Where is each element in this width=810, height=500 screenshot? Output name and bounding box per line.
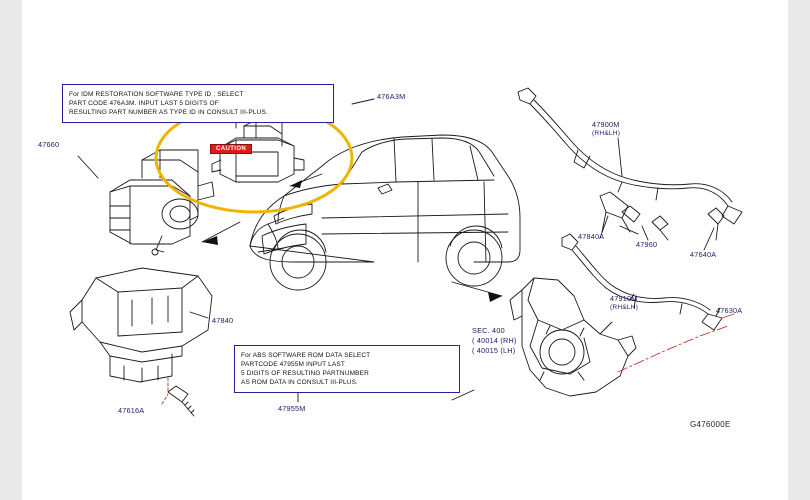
note-line: PART CODE 476A3M. INPUT LAST 5 DIGITS OF: [69, 100, 219, 107]
part-label-47616a: 47616A: [118, 406, 145, 415]
note-box-476a3m: [62, 84, 334, 123]
part-label-47660: 47660: [38, 140, 60, 149]
caution-tag: CAUTION: [210, 144, 252, 154]
section-variant-lh: ( 40015 (LH): [472, 346, 516, 355]
note-line: For ABS SOFTWARE ROM DATA SELECT: [241, 352, 371, 359]
part-label-47900m: 47900M: [592, 120, 620, 129]
note-line: PARTCODE 47955M INPUT LAST: [241, 361, 345, 368]
part-label-47840a: 47840A: [578, 232, 605, 241]
note-line: RESULTING PART NUMBER AS TYPE ID IN CONSULT III-PLUS.: [69, 109, 268, 116]
section-reference: SEC. 400: [472, 326, 505, 335]
left-letterbox: [0, 0, 22, 500]
diagram-artwork: [22, 0, 788, 500]
part-label-47910m-side: (RH&LH): [610, 304, 639, 311]
part-label-47955m: 47955M: [278, 404, 306, 413]
part-label-47900m-side: (RH&LH): [592, 130, 621, 137]
part-label-47910m: 47910M: [610, 294, 638, 303]
note-line: For IDM RESTORATION SOFTWARE TYPE ID ; SELECT: [69, 91, 244, 98]
part-label-47960: 47960: [636, 240, 658, 249]
part-label-476a3m: 476A3M: [377, 92, 406, 101]
part-label-47640a: 47640A: [690, 250, 717, 259]
diagram-canvas: [22, 0, 788, 500]
section-variant-rh: ( 40014 (RH): [472, 336, 517, 345]
figure-code: G476000E: [690, 420, 731, 429]
right-letterbox: [788, 0, 810, 500]
part-label-47630a: 47630A: [716, 306, 743, 315]
note-box-47955m: [234, 345, 460, 393]
note-line: AS ROM DATA IN CONSULT III-PLUS.: [241, 379, 359, 386]
part-label-47840: 47840: [212, 316, 234, 325]
note-line: 5 DIGITS OF RESULTING PARTNUMBER: [241, 370, 369, 377]
